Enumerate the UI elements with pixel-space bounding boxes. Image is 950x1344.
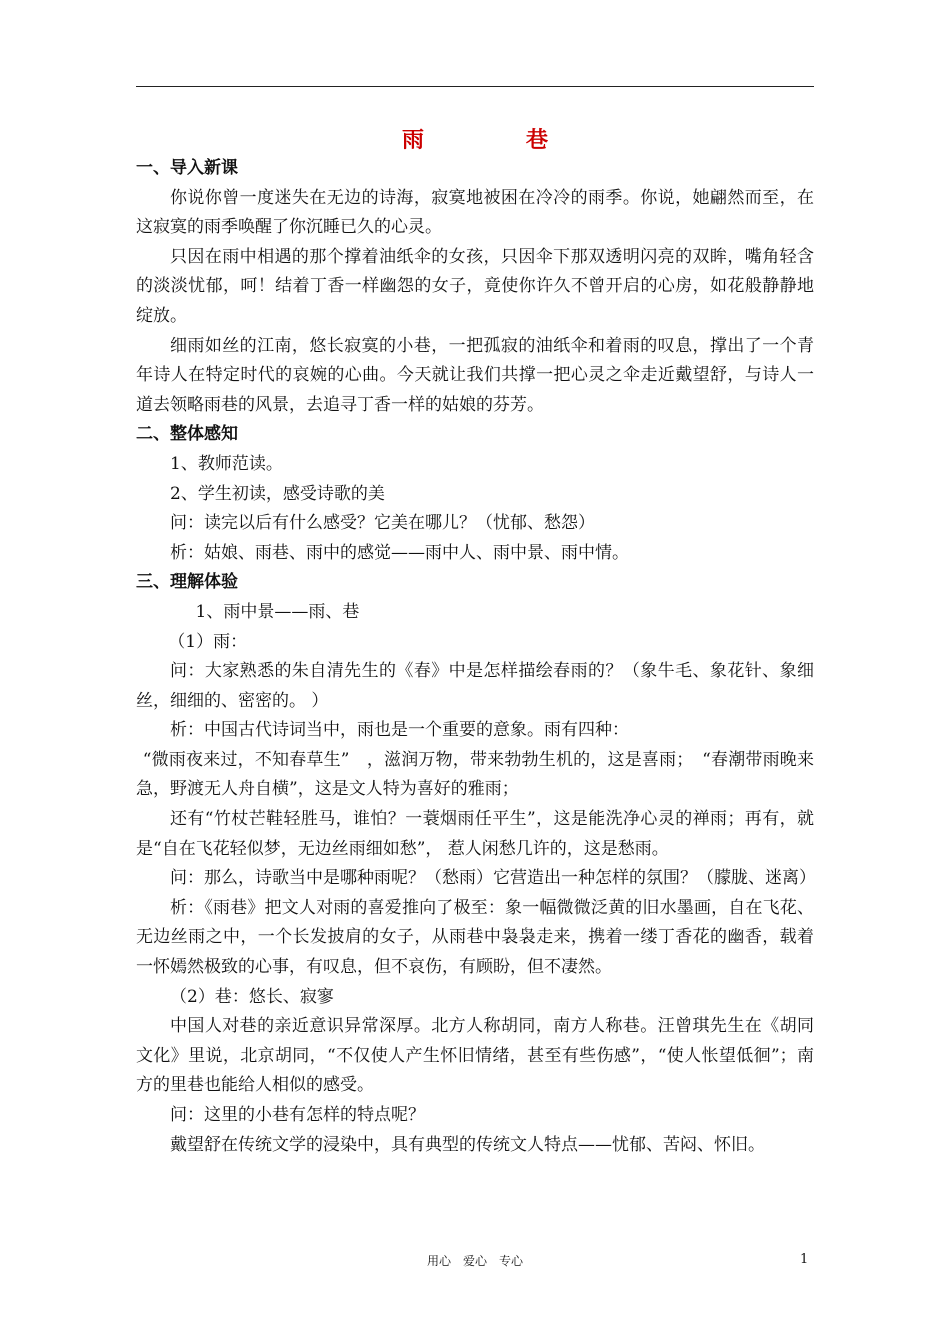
paragraph: 只因在雨中相遇的那个撑着油纸伞的女孩，只因伞下那双透明闪亮的双眸，嘴角轻含的淡淡忧郁，呵！结着丁香一样幽怨的女子，竟使你许久不曾开启的心房，如花般静静地绽放。 (136, 246, 814, 326)
subheading: 1、雨中景——雨、巷 (195, 601, 360, 622)
paragraph: “微雨夜来过，不知春草生” ，滋润万物，带来勃勃生机的，这是喜雨； “春潮带雨晚来急，野渡无人舟自横”，这是文人特为喜好的雅雨； (136, 749, 814, 800)
paragraph: 1、教师范读。 (170, 453, 283, 474)
paragraph: 析：中国古代诗词当中，雨也是一个重要的意象。雨有四种： (170, 720, 629, 741)
paragraph: 戴望舒在传统文学的浸染中，具有典型的传统文人特点——忧郁、苦闷、怀旧。 (170, 1134, 765, 1155)
subheading: （2）巷：悠长、寂寥 (170, 986, 334, 1007)
section-heading-understanding: 三、理解体验 (136, 572, 238, 593)
section-heading-overall: 二、整体感知 (136, 424, 238, 445)
document-body (136, 154, 814, 1160)
paragraph: 问：大家熟悉的朱自清先生的《春》中是怎样描绘春雨的？（象牛毛、象花针、象细丝，细细的、密密的。 ） (136, 661, 814, 711)
section-heading-intro: 一、导入新课 (136, 158, 238, 178)
page-number: 1 (800, 1252, 809, 1267)
paragraph: 析：《雨巷》把文人对雨的喜爱推向了极至：象一幅微微泛黄的旧水墨画，自在飞花、无边丝雨之中，一个长发披肩的女子，从雨巷中袅袅走来，携着一缕丁香花的幽香，载着一怀嫣然极致的心事，有叹息，但不哀伤，有顾盼，但不凄然。 (136, 897, 814, 978)
paragraph: 还有“竹杖芒鞋轻胜马，谁怕？一蓑烟雨任平生”，这是能洗净心灵的禅雨；再有，就是“自在飞花轻似梦，无边丝雨细如愁”， 惹人闲愁几许的，这是愁雨。 (136, 809, 814, 859)
footer-text: 用心 爱心 专心 (426, 1254, 523, 1268)
header-rule (136, 86, 814, 87)
paragraph: 细雨如丝的江南，悠长寂寞的小巷，一把孤寂的油纸伞和着雨的叹息，撑出了一个青年诗人在特定时代的哀婉的心曲。今天就让我们共撑一把心灵之伞走近戴望舒，与诗人一道去领略雨巷的风景，去追寻丁香一样的姑娘的芬芳。 (136, 335, 814, 415)
paragraph: 析：姑娘、雨巷、雨中的感觉——雨中人、雨中景、雨中情。 (170, 542, 629, 563)
paragraph: 问：这里的小巷有怎样的特点呢？ (170, 1105, 425, 1125)
paragraph: 中国人对巷的亲近意识异常深厚。北方人称胡同，南方人称巷。汪曾琪先生在《胡同文化》里说，北京胡同，“不仅使人产生怀旧情绪，甚至有些伤感”，“使人怅望低徊”；南方的里巷也能给人相似的感受。 (136, 1016, 814, 1096)
paragraph: 2、学生初读，感受诗歌的美 (170, 483, 385, 504)
paragraph: 问：那么，诗歌当中是哪种雨呢？（愁雨）它营造出一种怎样的氛围？（朦胧、迷离） (170, 868, 816, 889)
subheading: （1）雨： (168, 631, 248, 652)
paragraph: 问：读完以后有什么感受？它美在哪儿？（忧郁、愁怨） (170, 513, 595, 534)
paragraph: 你说你曾一度迷失在无边的诗海，寂寞地被困在冷冷的雨季。你说，她翩然而至，在这寂寞的雨季唤醒了你沉睡已久的心灵。 (136, 187, 814, 238)
page-title: 雨 巷 (401, 127, 588, 153)
